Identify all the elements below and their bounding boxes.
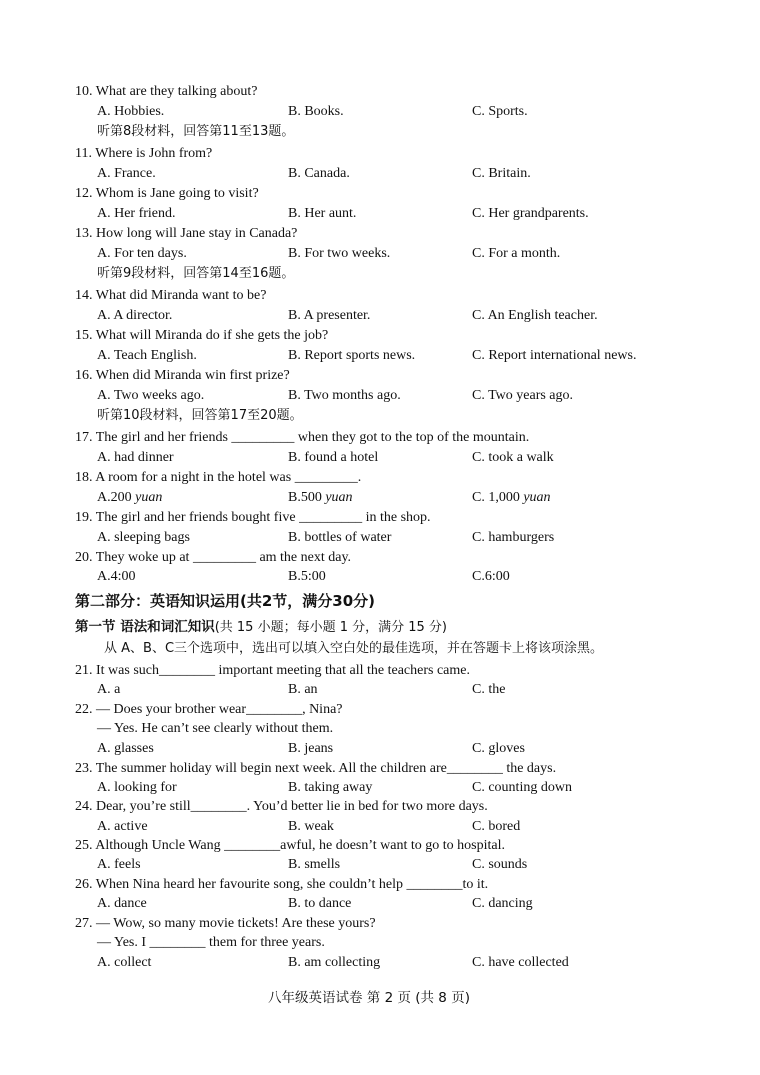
option-b: B. Two months ago.: [288, 388, 401, 403]
option-b: B.5:00: [288, 569, 326, 584]
option-c: C. An English teacher.: [472, 308, 598, 323]
question-15: 15. What will Miranda do if she gets the job?: [75, 328, 329, 343]
option-a: A. dance: [97, 896, 147, 911]
currency-yuan: yuan: [523, 490, 551, 505]
option-b: B. taking away: [288, 780, 373, 795]
listening-instruction: 听第10段材料，回答第17至20题。: [97, 408, 303, 423]
option-a: A. sleeping bags: [97, 530, 190, 545]
section-1-heading: [75, 618, 447, 636]
option-a: A. a: [97, 682, 121, 697]
listening-instruction: 听第9段材料，回答第14至16题。: [97, 266, 295, 281]
option-a: A. Two weeks ago.: [97, 388, 205, 403]
option-c: C. hamburgers: [472, 530, 555, 545]
option-a: A. collect: [97, 955, 152, 970]
option-c: C. Report international news.: [472, 348, 637, 363]
question-25: 25. Although Uncle Wang ________awful, he doesn’t want to go to hospital.: [75, 838, 505, 853]
option-c: C. 1,000 yuan: [472, 490, 551, 505]
question-24: 24. Dear, you’re still________. You’d better lie in bed for two more days.: [75, 799, 488, 814]
option-a: A. feels: [97, 857, 141, 872]
currency-yuan: yuan: [135, 490, 163, 505]
option-b: B. an: [288, 682, 318, 697]
option-a: A. active: [97, 819, 148, 834]
option-b: B. bottles of water: [288, 530, 392, 545]
option-b: B. weak: [288, 819, 334, 834]
question-27-reply: — Yes. I ________ them for three years.: [97, 935, 325, 950]
section-1-title: 第一节 语法和词汇知识: [75, 619, 215, 635]
question-21: 21. It was such________ important meeting that all the teachers came.: [75, 663, 470, 678]
listening-instruction: 听第8段材料，回答第11至13题。: [97, 124, 295, 139]
option-b: B. Report sports news.: [288, 348, 416, 363]
option-c: C. Her grandparents.: [472, 206, 589, 221]
option-b: B. jeans: [288, 741, 334, 756]
question-11: 11. Where is John from?: [75, 146, 213, 161]
option-b: B.500 yuan: [288, 490, 353, 505]
option-a: A. Hobbies.: [97, 104, 165, 119]
option-c: C. bored: [472, 819, 521, 834]
question-26: 26. When Nina heard her favourite song, she couldn’t help ________to it.: [75, 877, 489, 892]
option-c: C.6:00: [472, 569, 510, 584]
option-c: C. For a month.: [472, 246, 561, 261]
question-20: 20. They woke up at _________ am the next day.: [75, 550, 352, 565]
option-a: A. Her friend.: [97, 206, 176, 221]
option-c: C. dancing: [472, 896, 533, 911]
section-1-note: (共 15 小题；每小题 1 分，满分 15 分): [214, 620, 447, 635]
question-17: 17. The girl and her friends _________ when they got to the top of the mountain.: [75, 430, 530, 445]
option-c: C. took a walk: [472, 450, 554, 465]
currency-yuan: yuan: [325, 490, 353, 505]
question-16: 16. When did Miranda win first prize?: [75, 368, 290, 383]
option-b: B. to dance: [288, 896, 352, 911]
question-27: 27. — Wow, so many movie tickets! Are these yours?: [75, 916, 376, 931]
question-22-reply: — Yes. He can’t see clearly without them.: [97, 721, 334, 736]
option-a: A. had dinner: [97, 450, 174, 465]
option-a: A.4:00: [97, 569, 136, 584]
question-10: 10. What are they talking about?: [75, 84, 258, 99]
question-18: 18. A room for a night in the hotel was _________.: [75, 470, 362, 485]
option-a: A. looking for: [97, 780, 177, 795]
option-c: C. sounds: [472, 857, 528, 872]
option-b: B. smells: [288, 857, 341, 872]
option-b: B. Canada.: [288, 166, 350, 181]
option-b: B. Books.: [288, 104, 344, 119]
option-c: C. Britain.: [472, 166, 531, 181]
option-c: C. have collected: [472, 955, 569, 970]
page-footer: 八年级英语试卷 第 2 页 (共 8 页): [268, 990, 470, 1006]
option-c: C. the: [472, 682, 506, 697]
section-instruction: 从 A、B、C三个选项中，选出可以填入空白处的最佳选项，并在答题卡上将该项涂黑。: [104, 641, 604, 656]
option-c: C. gloves: [472, 741, 525, 756]
option-b: B. A presenter.: [288, 308, 371, 323]
option-c: C. counting down: [472, 780, 572, 795]
question-12: 12. Whom is Jane going to visit?: [75, 186, 259, 201]
question-23: 23. The summer holiday will begin next week. All the children are________ the days.: [75, 761, 557, 776]
part-2-title: 第二部分：英语知识运用(共2节，满分30分): [75, 592, 376, 610]
option-a: A. A director.: [97, 308, 173, 323]
question-22: 22. — Does your brother wear________, Nina?: [75, 702, 343, 717]
option-b: B. For two weeks.: [288, 246, 391, 261]
option-a: A. Teach English.: [97, 348, 197, 363]
question-19: 19. The girl and her friends bought five _________ in the shop.: [75, 510, 431, 525]
option-b: B. found a hotel: [288, 450, 379, 465]
question-13: 13. How long will Jane stay in Canada?: [75, 226, 298, 241]
option-a: A. glasses: [97, 741, 154, 756]
option-b: B. Her aunt.: [288, 206, 357, 221]
option-a: A. For ten days.: [97, 246, 187, 261]
option-a: A.200 yuan: [97, 490, 163, 505]
option-c: C. Sports.: [472, 104, 528, 119]
option-c: C. Two years ago.: [472, 388, 574, 403]
option-a: A. France.: [97, 166, 156, 181]
option-b: B. am collecting: [288, 955, 381, 970]
question-14: 14. What did Miranda want to be?: [75, 288, 267, 303]
